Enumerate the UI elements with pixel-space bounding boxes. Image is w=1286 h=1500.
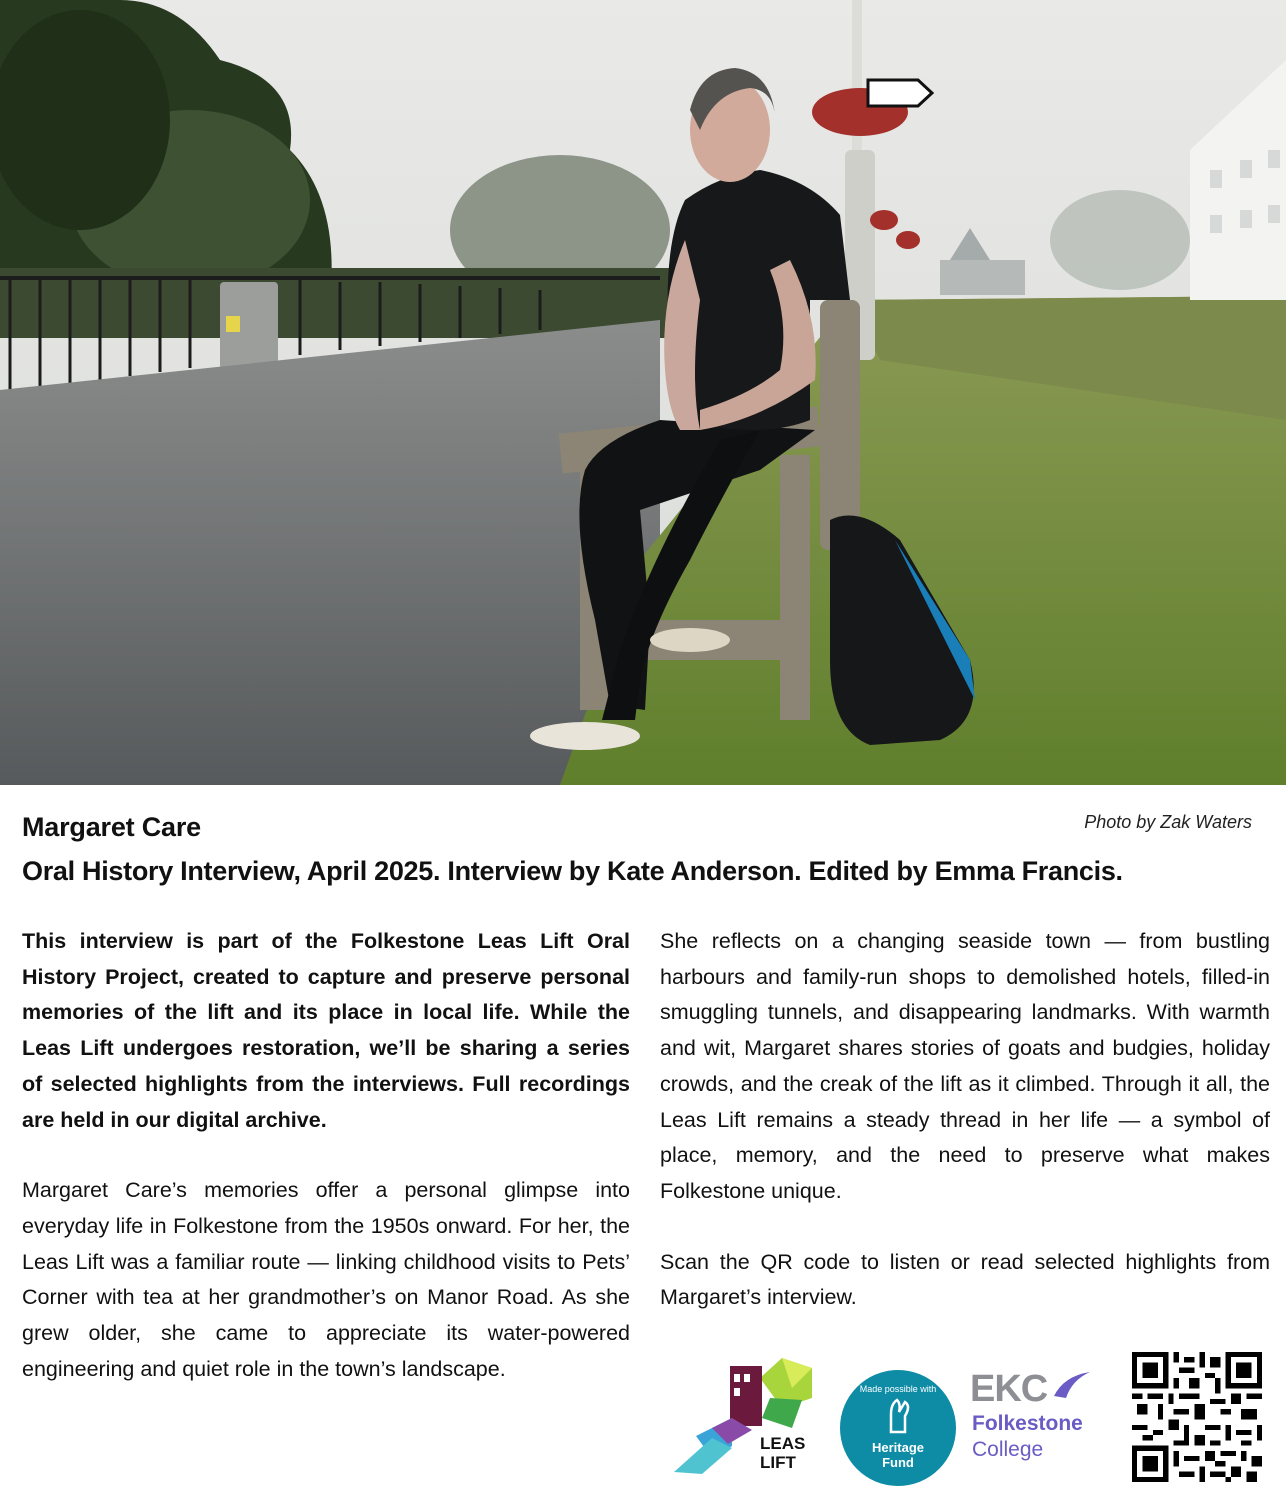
interviewee-name: Margaret Care — [22, 812, 201, 842]
heritage-fund-name: Heritage Fund — [871, 1440, 925, 1470]
crossed-fingers-icon — [883, 1398, 913, 1434]
ekc-folkestone-college-logo — [970, 1368, 1120, 1468]
right-column — [660, 924, 1270, 1316]
ekc-folkestone: Folkestone — [972, 1412, 1083, 1435]
left-column — [22, 924, 630, 1387]
heritage-made-possible: Made possible with — [859, 1384, 937, 1394]
heritage-fund-logo — [840, 1370, 956, 1486]
photo-credit: Photo by Zak Waters — [1084, 812, 1252, 832]
leas-lift-name: LEAS LIFT — [760, 1434, 806, 1472]
qr-prompt-paragraph: Scan the QR code to listen or read selected highlights from Margaret’s interview. — [660, 1249, 1270, 1310]
ekc-college: College — [972, 1438, 1044, 1461]
ekc-mark: EKC — [970, 1368, 1048, 1410]
interview-details: Oral History Interview, April 2025. Interview by Kate Anderson. Edited by Emma Francis. — [22, 856, 1123, 886]
qr-code-icon — [1132, 1352, 1262, 1482]
leas-lift-wordmark — [760, 1434, 805, 1472]
project-intro-paragraph: This interview is part of the Folkestone Leas Lift Oral History Project, created to capture and preserve personal memories of the lift and its place in local life. While the Leas Lift undergoes restoration, we’ll be sharing a series of selected highlights from the interviews. Full recordings are held in our digital archive. — [22, 929, 630, 1132]
memories-paragraph: Margaret Care’s memories offer a personal glimpse into everyday life in Folkestone from the 1950s onward. For her, the Leas Lift was a familiar route — linking childhood visits to Pets’ Corner with tea at her grandmother’s on Manor Road. As she grew older, she came to appreciate its water-powered engineering and quiet role in the town’s landscape. — [22, 1178, 630, 1381]
qr-code[interactable] — [1132, 1352, 1262, 1482]
ekc-swoosh-icon — [1052, 1370, 1092, 1400]
reflections-paragraph: She reflects on a changing seaside town — from bustling harbours and family-run shops to demolished hotels, filled-in smuggling tunnels, and disappearing landmarks. With warmth and wit, Margaret shares stories of goats and budgies, holiday crowds, and the creak of the lift as it climbed. Through it all, the Leas Lift remains a steady thread in her life — a symbol of place, memory, and the need to preserve what makes Folkestone unique. — [660, 929, 1270, 1203]
